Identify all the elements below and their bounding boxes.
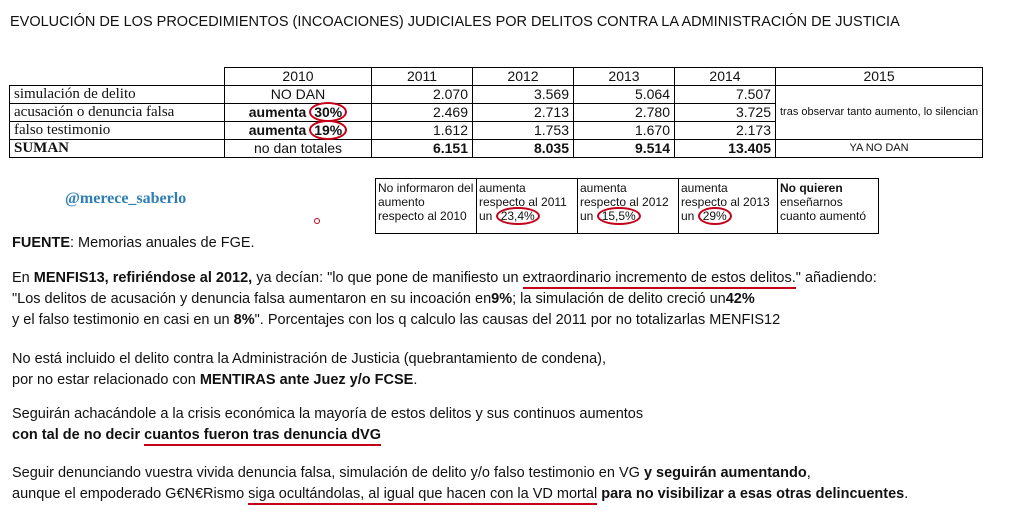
page-title: EVOLUCIÓN DE LOS PROCEDIMIENTOS (INCOACIONES) JUDICIALES POR DELITOS CONTRA LA ADMINISTRACIÓN DE JUSTICIA [10,14,900,30]
table-total-row: SUMAN no dan totales 6.151 8.035 9.514 13.405 YA NO DAN [10,140,983,158]
stats-table [9,67,983,158]
paragraph-line: y el falso testimonio en casi en un 8%". Porcentajes con los q calculo las causas del 2011 por no totalizarlas MENFIS12 [12,312,781,328]
paragraph-line: por no estar relacionado con MENTIRAS ante Juez y/o FCSE. [12,372,418,388]
paragraph-line: Seguirán achacándole a la crisis económica la mayoría de estos delitos y sus continuos aumentos [12,406,644,422]
paragraph-line: No está incluido el delito contra la Administración de Justicia (quebrantamiento de condena), [12,351,607,367]
note-2014: aumenta respecto al 2013 un 29% [678,178,780,234]
paragraph-line: "Los delitos de acusación y denuncia falsa aumentaron en su incoación en9%; la simulación de delito creció un42% [12,291,755,307]
note-2015: No quieren enseñarnos cuanto aumentó [777,178,879,234]
note-2013: aumenta respecto al 2012 un 15,5% [577,178,679,234]
col-2010: 2010 [225,68,372,86]
note-2012: aumenta respecto al 2011 un 23,4% [476,178,578,234]
paragraph-line: En MENFIS13, refiriéndose al 2012, ya decían: "lo que pone de manifiesto un extraordinario incremento de estos delitos." añadiendo: [12,270,877,286]
table-row: acusación o denuncia falsa aumenta 30% 2.469 2.713 2.780 3.725 [10,104,983,122]
col-2014: 2014 [675,68,776,86]
col-2011: 2011 [372,68,473,86]
note-2011: No informaron del aumento respecto al 2010 [375,178,477,234]
col-2015: 2015 [776,68,983,86]
paragraph-line: Seguir denunciando vuestra vivida denuncia falsa, simulación de delito y/o falso testimonio en VG y seguirán aumentando, [12,465,811,481]
note-2015: tras observar tanto aumento, lo silencian [776,86,983,140]
dot-mark [314,218,320,224]
source-line: FUENTE: Memorias anuales de FGE. [12,235,255,251]
table-row: simulación de delito NO DAN 2.070 3.569 5.064 7.507 tras observar tanto aumento, lo silencian [10,86,983,104]
col-2013: 2013 [574,68,675,86]
twitter-handle: @merece_saberlo [65,190,187,207]
table-row: falso testimonio aumenta 19% 1.612 1.753 1.670 2.173 [10,122,983,140]
circled-percent: 19% [309,120,347,140]
paragraph-line: con tal de no decir cuantos fueron tras denuncia dVG [12,427,381,443]
table-header-row [10,68,983,86]
col-2012: 2012 [473,68,574,86]
circled-percent: 30% [309,102,347,122]
paragraph-line: aunque el empoderado G€N€Rismo siga ocultándolas, al igual que hacen con la VD mortal para no visibilizar a esas otras delincuentes. [12,486,908,502]
